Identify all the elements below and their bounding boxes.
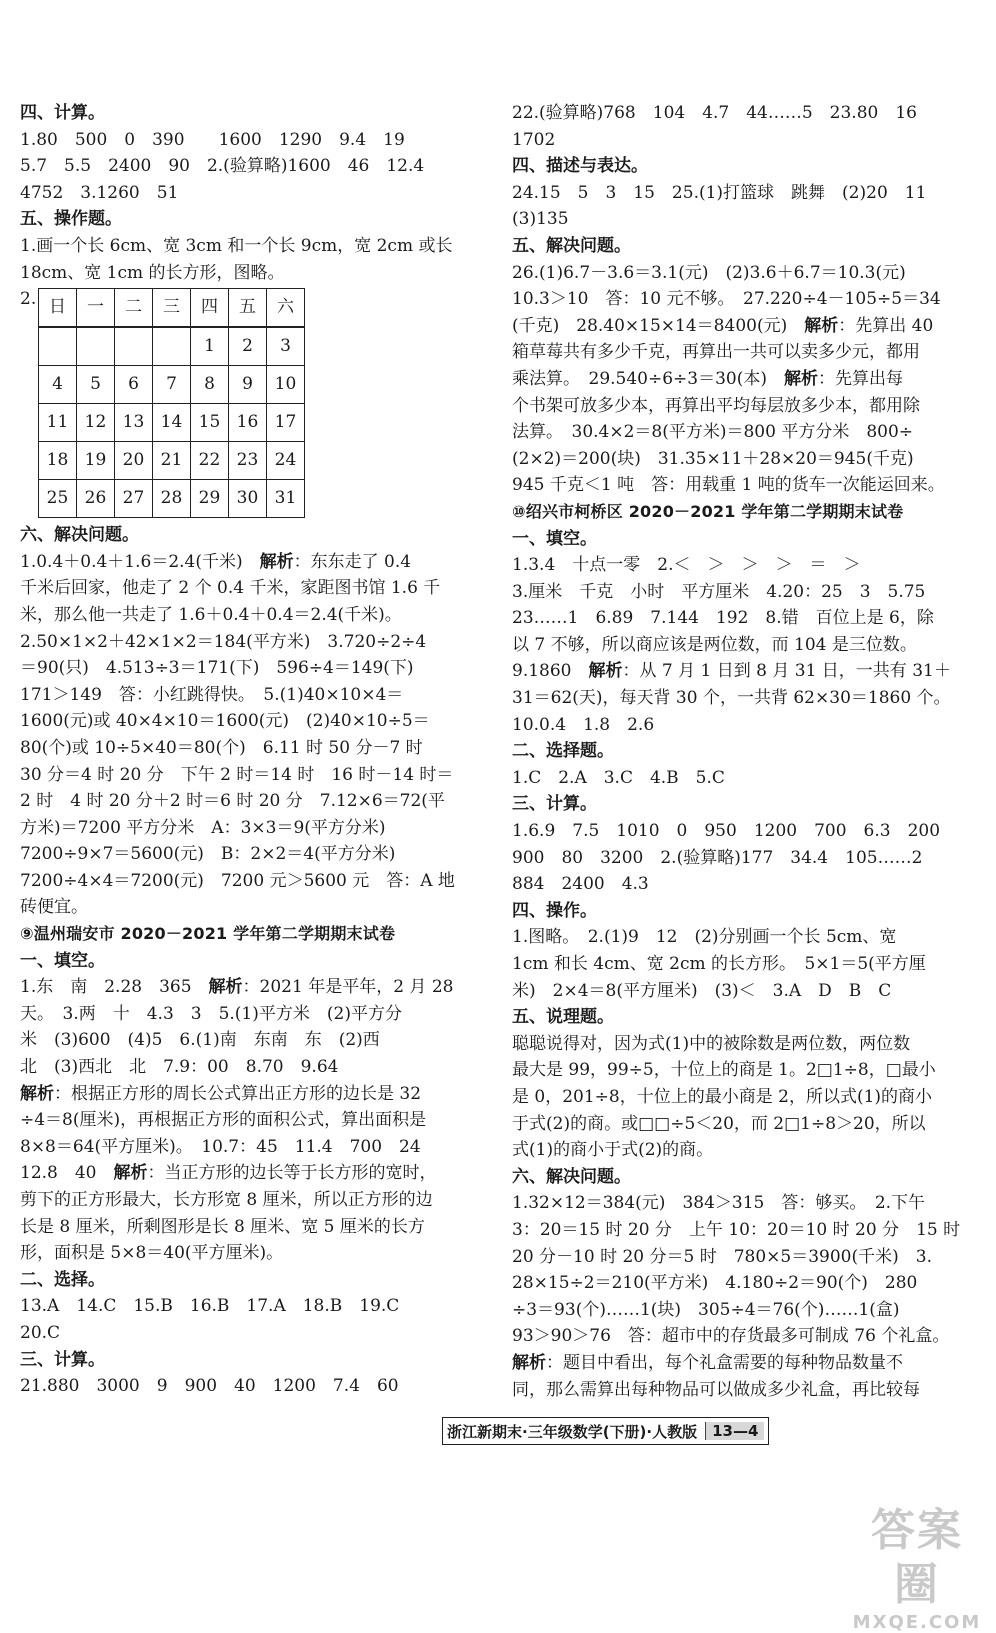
answer-line: (千克) 28.40×15×14＝8400(元) 解析：先算出 40 [512, 315, 934, 336]
answer-line: 21.880 3000 9 900 40 1200 7.4 60 [20, 1376, 399, 1397]
section-heading: 六、解决问题。 [20, 525, 139, 546]
answer-line: 9.1860 解析：从 7 月 1 日到 8 月 31 日，一共有 31＋ [512, 661, 951, 682]
answer-line: 31＝62(天)，每天背 30 个，一共背 62×30＝1860 个。 [512, 688, 951, 709]
answer-line: 米，那么他一共走了 1.6＋0.4＋0.4＝2.4(千米)。 [20, 604, 402, 625]
calendar-day: 9 [229, 366, 267, 404]
calendar-day: 20 [115, 442, 153, 480]
calendar-day [39, 327, 77, 366]
answer-line: 千米后回家，他走了 2 个 0.4 千米，家距图书馆 1.6 千 [20, 578, 441, 599]
calendar-weekday: 三 [153, 289, 191, 328]
section-heading: 四、描述与表达。 [512, 156, 648, 177]
answer-line: 法算。 30.4×2＝8(平方米)＝800 平方分米 800÷ [512, 422, 914, 443]
calendar-day: 26 [77, 480, 115, 518]
answer-line: 4752 3.1260 51 [20, 182, 179, 203]
calendar-day: 1 [191, 327, 229, 366]
answer-line: ÷4＝8(厘米)，再根据正方形的面积公式，算出面积是 [20, 1110, 427, 1131]
calendar-weekday: 日 [39, 289, 77, 328]
section-heading: 一、填空。 [512, 528, 597, 549]
answer-line: 22.(验算略)768 104 4.7 44……5 23.80 16 [512, 103, 917, 123]
answer-line: 945 千克＜1 吨 答：用载重 1 吨的货车一次能运回来。 [512, 475, 945, 496]
calendar-day: 5 [77, 366, 115, 404]
left-column [20, 100, 482, 1400]
answer-line: 1.0.4＋0.4＋1.6＝2.4(千米) 解析：东东走了 0.4 [20, 551, 412, 572]
answer-line: 10.3＞10 答：10 元不够。 27.220÷4－105÷5＝34 [512, 289, 941, 310]
answer-line: 1.80 500 0 390 1600 1290 9.4 19 [20, 129, 405, 150]
calendar-weekday: 一 [77, 289, 115, 328]
section-heading: 五、解决问题。 [512, 235, 631, 256]
calendar-table [38, 288, 305, 518]
calendar-row [39, 327, 305, 366]
answer-line: 解析：根据正方形的周长公式算出正方形的边长是 32 [20, 1083, 422, 1104]
answer-line: 3：20＝15 时 20 分 上午 10：20＝10 时 20 分 15 时 [512, 1219, 961, 1240]
calendar-day: 6 [115, 366, 153, 404]
calendar-day: 13 [115, 404, 153, 442]
calendar-day: 7 [153, 366, 191, 404]
answer-line: 1702 [512, 129, 556, 150]
calendar-day: 30 [229, 480, 267, 518]
watermark-text: 答案圈 [871, 1505, 963, 1610]
calendar-day: 22 [191, 442, 229, 480]
section-heading: 三、计算。 [20, 1349, 105, 1370]
calendar-day: 12 [77, 404, 115, 442]
section-heading: 一、填空。 [20, 950, 105, 971]
answer-line: 26.(1)6.7－3.6＝3.1(元) (2)3.6＋6.7＝10.3(元) [512, 262, 906, 283]
answer-line: 1.32×12＝384(元) 384＞315 答：够买。 2.下午 [512, 1193, 926, 1214]
calendar-day: 16 [229, 404, 267, 442]
exam-title: ⑩绍兴市柯桥区 2020－2021 学年第二学期期末试卷 [512, 501, 904, 521]
calendar-row [39, 404, 305, 442]
answer-line: 最大是 99，99÷5，十位上的商是 1。2□1÷8，□最小 [512, 1060, 936, 1081]
answer-line: 形，面积是 5×8＝40(平方厘米)。 [20, 1243, 284, 1264]
section-heading: 五、操作题。 [20, 209, 122, 230]
answer-line: 1600(元)或 40×4×10＝1600(元) (2)40×10÷5＝ [20, 711, 430, 732]
answer-line: 12.8 40 解析：当正方形的边长等于长方形的宽时， [20, 1163, 437, 1184]
answer-line: 20.C [20, 1322, 61, 1343]
answer-line: 剪下的正方形最大，长方形宽 8 厘米，所以正方形的边 [20, 1190, 433, 1210]
calendar-weekday: 五 [229, 289, 267, 328]
calendar-row [39, 366, 305, 404]
calendar-day: 8 [191, 366, 229, 404]
page-number: 13—4 [705, 1422, 764, 1440]
answer-line: 聪聪说得对，因为式(1)中的被除数是两位数，两位数 [512, 1033, 911, 1054]
answer-line: 7200÷4×4＝7200(元) 7200 元＞5600 元 答：A 地 [20, 870, 455, 891]
calendar-day: 31 [267, 480, 305, 518]
answer-line: 2 时 4 时 20 分＋2 时＝6 时 20 分 7.12×6＝72(平 [20, 791, 445, 812]
calendar-block [20, 286, 482, 522]
answer-line: 1.3.4 十点一零 2.＜ ＞ ＞ ＞ ＝ ＞ [512, 555, 861, 576]
answer-line: 20 分－10 时 20 分＝5 时 780×5＝3900(千米) 3. [512, 1246, 932, 1267]
section-heading: 四、操作。 [512, 900, 597, 921]
analysis-label: 解析 [259, 551, 294, 572]
answer-line: 30 分＝4 时 20 分 下午 2 时＝14 时 16 时－14 时＝ [20, 764, 454, 785]
calendar-day: 4 [39, 366, 77, 404]
answer-line: 式(1)的商小于式(2)的商。 [512, 1140, 714, 1161]
answer-line: 18cm、宽 1cm 的长方形，图略。 [20, 262, 285, 283]
calendar-day [153, 327, 191, 366]
answer-line: 23……1 6.89 7.144 192 8.错 百位上是 6，除 [512, 608, 934, 629]
answer-line: 米 (3)600 (4)5 6.(1)南 东南 东 (2)西 [20, 1030, 380, 1051]
calendar-row [39, 480, 305, 518]
answer-line: 3.厘米 千克 小时 平方厘米 4.20：25 3 5.75 [512, 581, 926, 602]
calendar-day: 2 [229, 327, 267, 366]
answer-line: 北 (3)西北 北 7.9：00 8.70 9.64 [20, 1057, 339, 1078]
answer-line: (3)135 [512, 209, 569, 230]
answer-line: 于式(2)的商。或□□÷5＜20，而 2□1÷8＞20，所以 [512, 1113, 926, 1134]
right-column [512, 100, 974, 1403]
calendar-day: 3 [267, 327, 305, 366]
answer-line: 解析：题目中看出，每个礼盒需要的每种物品数量不 [512, 1352, 903, 1373]
answer-line: 24.15 5 3 15 25.(1)打篮球 跳舞 (2)20 11 [512, 182, 927, 203]
analysis-label: 解析 [20, 1083, 54, 1104]
watermark-domain: MXQE.COM [852, 1612, 982, 1633]
calendar-weekday: 四 [191, 289, 229, 328]
answer-line: 1.画一个长 6cm、宽 3cm 和一个长 9cm，宽 2cm 或长 [20, 235, 453, 256]
answer-line: 1cm 和长 4cm、宽 2cm 的长方形。 5×1＝5(平方厘 [512, 954, 926, 974]
book-title: 浙江新期末·三年级数学(下册)·人教版 [447, 1422, 698, 1441]
calendar-weekday: 二 [115, 289, 153, 328]
answer-line: ÷3＝93(个)……1(块) 305÷4＝76(个)……1(盒) [512, 1299, 900, 1320]
section-heading: 四、计算。 [20, 103, 105, 123]
answer-line: 箱草莓共有多少千克，再算出一共可以卖多少元，都用 [512, 342, 920, 363]
answer-line: 乘法算。 29.540÷6÷3＝30(本) 解析：先算出每 [512, 368, 903, 389]
section-heading: 六、解决问题。 [512, 1166, 631, 1187]
analysis-label: 解析 [512, 1352, 546, 1373]
calendar-day: 25 [39, 480, 77, 518]
analysis-label: 解析 [804, 315, 839, 336]
analysis-label: 解析 [208, 977, 243, 998]
calendar-day: 24 [267, 442, 305, 480]
calendar-day: 21 [153, 442, 191, 480]
answer-line: 天。 3.两 十 4.3 3 5.(1)平方米 (2)平方分 [20, 1003, 402, 1024]
answer-line: 13.A 14.C 15.B 16.B 17.A 18.B 19.C [20, 1296, 400, 1317]
calendar-day [77, 327, 115, 366]
calendar-day: 14 [153, 404, 191, 442]
analysis-label: 解析 [784, 368, 818, 389]
calendar-day: 28 [153, 480, 191, 518]
answer-line: 1.C 2.A 3.C 4.B 5.C [512, 767, 725, 788]
answer-line: 2.50×1×2＋42×1×2＝184(平方米) 3.720÷2÷4 [20, 631, 427, 652]
answer-line: 171＞149 答：小红跳得快。 5.(1)40×10×4＝ [20, 684, 404, 705]
answer-line: ＝90(只) 4.513÷3＝171(下) 596÷4＝149(下) [20, 658, 414, 679]
question-number: 2. [20, 289, 37, 310]
exam-title: ⑨温州瑞安市 2020－2021 学年第二学期期末试卷 [20, 924, 396, 944]
calendar-day: 29 [191, 480, 229, 518]
answer-line: 884 2400 4.3 [512, 874, 649, 895]
calendar-day: 11 [39, 404, 77, 442]
calendar-day: 17 [267, 404, 305, 442]
section-heading: 二、选择题。 [512, 741, 614, 762]
answer-line: 同，那么需算出每种物品可以做成多少礼盒，再比较每 [512, 1379, 920, 1400]
calendar-day: 23 [229, 442, 267, 480]
calendar-day: 19 [77, 442, 115, 480]
answer-line: 是 0，201÷8，十位上的最小商是 2，所以式(1)的商小 [512, 1086, 933, 1107]
calendar-day: 18 [39, 442, 77, 480]
answer-line: 900 80 3200 2.(验算略)177 34.4 105……2 [512, 847, 923, 868]
analysis-label: 解析 [113, 1163, 148, 1184]
page-footer [442, 1417, 769, 1445]
calendar-day [115, 327, 153, 366]
calendar-day: 15 [191, 404, 229, 442]
answer-line: 方米)＝7200 平方分米 A：3×3＝9(平方分米) [20, 817, 386, 838]
answer-line: 8×8＝64(平方厘米)。 10.7：45 11.4 700 24 [20, 1136, 421, 1157]
answer-line: 28×15÷2＝210(平方米) 4.180÷2＝90(个) 280 [512, 1273, 918, 1294]
section-heading: 二、选择。 [20, 1269, 105, 1290]
answer-line: 长是 8 厘米，所剩图形是长 8 厘米、宽 5 厘米的长方 [20, 1216, 425, 1237]
answer-line: 个书架可放多少本，再算出平均每层放多少本，都用除 [512, 395, 920, 416]
answer-line: 米) 2×4＝8(平方厘米) (3)＜ 3.A D B C [512, 980, 892, 1001]
answer-line: 1.6.9 7.5 1010 0 950 1200 700 6.3 200 [512, 821, 941, 842]
section-heading: 三、计算。 [512, 794, 597, 815]
answer-line: 5.7 5.5 2400 90 2.(验算略)1600 46 12.4 [20, 156, 425, 177]
calendar-weekday: 六 [267, 289, 305, 328]
answer-line: 7200÷9×7＝5600(元) B：2×2＝4(平方分米) [20, 844, 396, 865]
answer-line: 10.0.4 1.8 2.6 [512, 714, 655, 735]
calendar-header-row [39, 289, 305, 328]
answer-line: 砖便宜。 [20, 897, 88, 918]
answer-line: 以 7 不够，所以商应该是两位数，而 104 是三位数。 [512, 634, 917, 655]
answer-line: 80(个)或 10÷5×40＝80(个) 6.11 时 50 分－7 时 [20, 737, 423, 758]
watermark-logo [852, 1504, 982, 1633]
calendar-row [39, 442, 305, 480]
answer-line: 1.东 南 2.28 365 解析：2021 年是平年，2 月 28 [20, 977, 454, 998]
calendar-day: 27 [115, 480, 153, 518]
answer-line: (2×2)＝200(块) 31.35×11＋28×20＝945(千克) [512, 448, 914, 469]
section-heading: 五、说理题。 [512, 1007, 614, 1028]
calendar-day: 10 [267, 366, 305, 404]
answer-line: 1.图略。 2.(1)9 12 (2)分别画一个长 5cm、宽 [512, 927, 897, 948]
answer-line: 93＞90＞76 答：超市中的存货最多可制成 76 个礼盒。 [512, 1326, 950, 1347]
analysis-label: 解析 [588, 661, 623, 682]
